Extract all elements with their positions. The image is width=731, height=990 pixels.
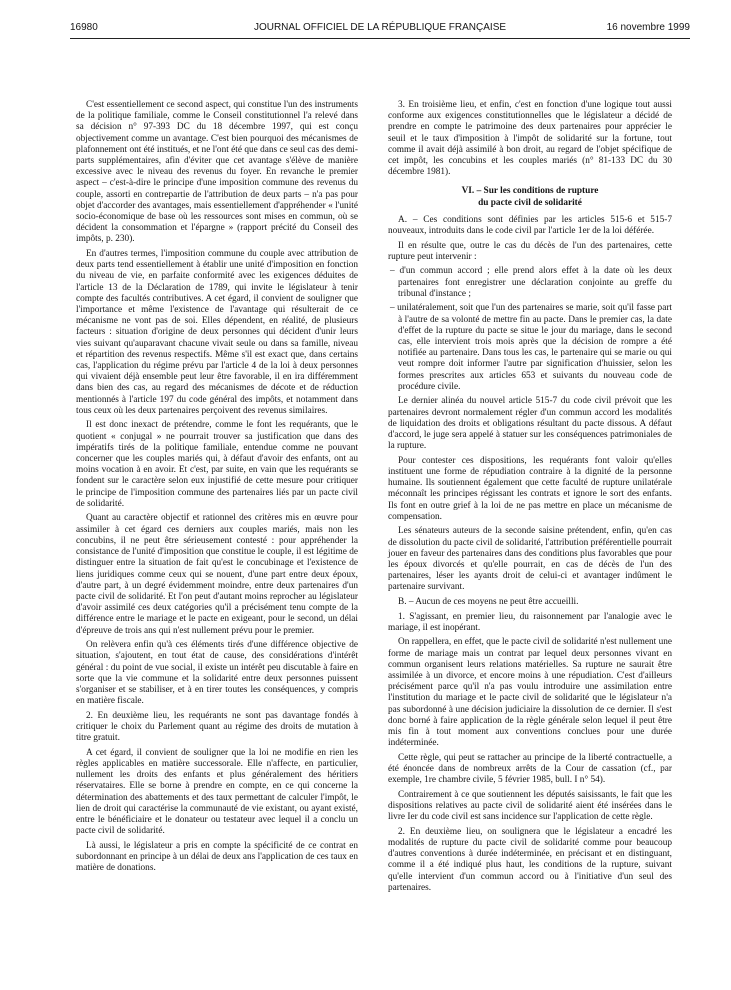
paragraph: Là aussi, le législateur a pris en compte la spécificité de ce contrat en subordonnant en principe à un délai de deux ans l'application de ces taux en matière de donations. (76, 840, 358, 874)
paragraph: A. – Ces conditions sont définies par les articles 515-6 et 515-7 nouveaux, introduits dans le code civil par l'article 1er de la loi déférée. (388, 214, 672, 237)
paragraph: Les sénateurs auteurs de la seconde saisine prétendent, enfin, qu'en cas de dissolution du pacte civil de solidarité, l'attribution préférentielle pourrait jouer en faveur des partenaires dans des conditions plus favorables que pour les époux divorcés et qu'elle pourrait, en cas de décès de l'un des partenaires, léser les ayants droit de celui-ci et avantager indûment le partenaire survivant. (388, 526, 672, 593)
paragraph: 1. S'agissant, en premier lieu, du raisonnement par l'analogie avec le mariage, il est inopérant. (388, 611, 672, 633)
header-rule (70, 38, 690, 39)
paragraph: Cette règle, qui peut se rattacher au principe de la liberté contractuelle, a été énoncée dans de nombreux arrêts de la Cour de cassation (cf., par exemple, 1re chambre civile, 5 février 1985, bull. I n° 54). (388, 752, 672, 786)
paragraph: B. – Aucun de ces moyens ne peut être accueilli. (398, 597, 579, 608)
paragraph: Pour contester ces dispositions, les requérants font valoir qu'elles instituent une forme de répudiation contraire à la dignité de la personne humaine. Ils soutiennent également que cette faculté de rupture unilatérale méconnaît les principes régissant les contrats et ignore le sort des enfants. Ils font en outre grief à la loi de ne pas mettre en place un mécanisme de compensation. (388, 455, 672, 522)
page-header (70, 22, 690, 36)
paragraph: Le dernier alinéa du nouvel article 515-7 du code civil prévoit que les partenaires devront normalement régler d'un commun accord les modalités de liquidation des droits et obligations résultant du pacte dissous. A défaut d'accord, le juge sera appelé à statuer sur les conséquences patrimoniales de la rupture. (388, 396, 672, 452)
paragraph: En d'autres termes, l'imposition commune du couple avec attribution de deux parts tend essentiellement à établir une unité d'imposition en fonction du niveau de vie, en parfaite conformité avec les exigences déduites de l'article 13 de la Déclaration de 1789, qui invite le législateur à tenir compte des facultés contributives. A cet égard, il convient de souligner que l'importance et même l'existence de l'avantage qui résulterait de ce mécanisme ne vont pas de soi. Elles dépendent, en réalité, de plusieurs facteurs : situation d'origine de deux personnes qui décident d'unir leurs vies suivant qu'auparavant chacune vivait seule ou dans sa famille, niveau et répartition des revenus respectifs. Même s'il est exact que, dans certains cas, l'application du régime prévu par l'article 4 de la loi à deux personnes qui vivaient déjà ensemble peut leur être favorable, il en ira différemment dans bien des cas, au regard des mécanismes de décote et de réduction mentionnés à l'article 197 du code général des impôts, et notamment dans tous ceux où les deux partenaires perçoivent des revenus similaires. (76, 249, 358, 416)
section-heading-line: VI. – Sur les conditions de rupture (461, 186, 599, 197)
paragraph: 2. En deuxième lieu, les requérants ne sont pas davantage fondés à critiquer le choix du Parlement quant au régime des droits de mutation à titre gratuit. (76, 710, 358, 744)
list-item: – d'un commun accord ; elle prend alors effet à la date où les deux partenaires font enregistrer une déclaration conjointe au greffe du tribunal d'instance ; (390, 266, 672, 299)
paragraph: Il en résulte que, outre le cas du décès de l'un des partenaires, cette rupture peut intervenir : (388, 240, 672, 262)
paragraph: Quant au caractère objectif et rationnel des critères mis en œuvre pour assimiler à cet égard ces derniers aux couples mariés, mais non les concubins, il ne peut être sérieusement contesté : pour appréhender la consistance de l'unité d'imposition que constitue le couple, il est légitime de distinguer entre la situation de fait qu'est le concubinage et l'existence de liens juridiques comme ceux qui se nouent, d'une part entre deux époux, d'autre part, à un degré évidemment moindre, entre deux partenaires d'un pacte civil de solidarité. Et l'on peut d'autant moins reprocher au législateur d'avoir assimilé ces deux catégories qu'il a précisément tenu compte de la différence entre le mariage et le pacte en exigeant, pour le second, un délai d'épreuve de trois ans qui n'est nullement prévu pour le premier. (76, 513, 358, 636)
right-column (388, 100, 672, 897)
paragraph: Contrairement à ce que soutiennent les députés saisissants, le fait que les dispositions relatives au pacte civil de solidarité aient été insérées dans le livre Ier du code civil est sans incidence sur l'application de cette règle. (388, 789, 672, 823)
issue-date: 16 novembre 1999 (606, 22, 690, 33)
paragraph: A cet égard, il convient de souligner que la loi ne modifie en rien les règles applicables en matière successorale. Elle n'affecte, en particulier, nullement les droits des enfants et plus généralement des héritiers réservataires. Elle se borne à prendre en compte, en ce qui concerne la détermination des abattements et des taux permettant de calculer l'impôt, le lien de droit qui caractérise la communauté de vie existant, ou ayant existé, entre le bénéficiaire et le donateur ou testateur avec lequel il a conclu un pacte civil de solidarité. (76, 747, 358, 837)
paragraph: On rappellera, en effet, que le pacte civil de solidarité n'est nullement une forme de mariage mais un contrat par lequel deux personnes vivant en commun organisent leurs relations matérielles. Sa rupture ne saurait être assimilée à un divorce, et encore moins à une répudiation. C'est d'ailleurs précisément parce qu'il n'a pas voulu introduire une assimilation entre l'institution du mariage et le pacte civil de solidarité que le législateur n'a pas subordonné à une décision judiciaire la dissolution de ce dernier. Il s'est donc borné à faire application de la règle générale selon lequel il peut être mis fin à tout moment aux conventions conclues pour une durée indéterminée. (388, 637, 672, 749)
page-number: 16980 (70, 22, 98, 33)
left-column (76, 100, 358, 878)
paragraph: C'est essentiellement ce second aspect, qui constitue l'un des instruments de la politique familiale, comme le Conseil constitutionnel l'a relevé dans sa décision n° 97-393 DC du 18 décembre 1997, qui est conçu objectivement comme un avantage. C'est bien pourquoi des mécanismes de plafonnement ont été institués, et ne l'ont été que dans ce seul cas des demi-parts supplémentaires, afin d'éviter que cet avantage s'élève de manière excessive avec le niveau des revenus du foyer. En revanche le premier aspect – c'est-à-dire le principe d'une imposition commune des revenus du couple, assorti en contrepartie de l'attribution de deux parts – n'a pas pour objet d'accorder des avantages, mais essentiellement d'appréhender « l'unité socio-économique de base où les ressources sont mises en commun, où se décident la consommation et l'épargne » (rapport précité du Conseil des impôts, p. 230). (76, 100, 358, 245)
list-item: – unilatéralement, soit que l'un des partenaires se marie, soit qu'il fasse part à l'autre de sa volonté de mettre fin au pacte. Dans le premier cas, la date d'effet de la rupture du pacte se situe le jour du mariage, dans le second cas, elle intervient trois mois après que la décision de rompre a été notifiée au partenaire. Dans tous les cas, le partenaire qui se marie ou qui veut rompre doit informer l'autre par signification d'huissier, selon les formes prescrites aux articles 653 et suivants du nouveau code de procédure civile. (390, 303, 672, 392)
section-heading-line: du pacte civil de solidarité (478, 197, 582, 208)
section-heading (388, 186, 672, 208)
paragraph: On relèvera enfin qu'à ces éléments tirés d'une différence objective de situation, s'ajoutent, en tout état de cause, des considérations d'intérêt général : du point de vue social, il existe un intérêt peu discutable à faire en sorte que la vie commune et la solidarité entre deux personnes puissent s'organiser et se stabiliser, et à en tirer toutes les conséquences, y compris en matière fiscale. (76, 640, 358, 707)
paragraph: Il est donc inexact de prétendre, comme le font les requérants, que le quotient « conjugal » ne pourrait trouver sa justification que dans des impératifs tirés de la politique familiale, entendue comme ne pouvant concerner que les couples mariés qui, à défaut d'avoir des enfants, ont au moins vocation à en avoir. Et c'est, par suite, en vain que les requérants se fondent sur le caractère selon eux injustifié de cette mesure pour critiquer le principe de l'imposition commune des partenaires liés par un pacte civil de solidarité. (76, 420, 358, 509)
journal-title: JOURNAL OFFICIEL DE LA RÉPUBLIQUE FRANÇAISE (253, 22, 507, 33)
paragraph: 2. En deuxième lieu, on soulignera que le législateur a encadré les modalités de rupture du pacte civil de solidarité comme pour beaucoup d'autres conventions à durée indéterminée, en précisant et en distinguant, comme il a été indiqué plus haut, les conditions de la rupture, suivant qu'elle intervient d'un commun accord ou à l'initiative d'un seul des partenaires. (388, 826, 672, 893)
paragraph: 3. En troisième lieu, et enfin, c'est en fonction d'une logique tout aussi conforme aux exigences constitutionnelles que le législateur a décidé de prendre en compte le patrimoine des deux partenaires pour apprécier le seuil et le taux d'imposition à l'impôt de solidarité sur la fortune, tout comme il avait déjà assimilé à bon droit, au regard de l'objet spécifique de cet impôt, les concubins et les couples mariés (n° 81-133 DC du 30 décembre 1981). (388, 100, 672, 178)
